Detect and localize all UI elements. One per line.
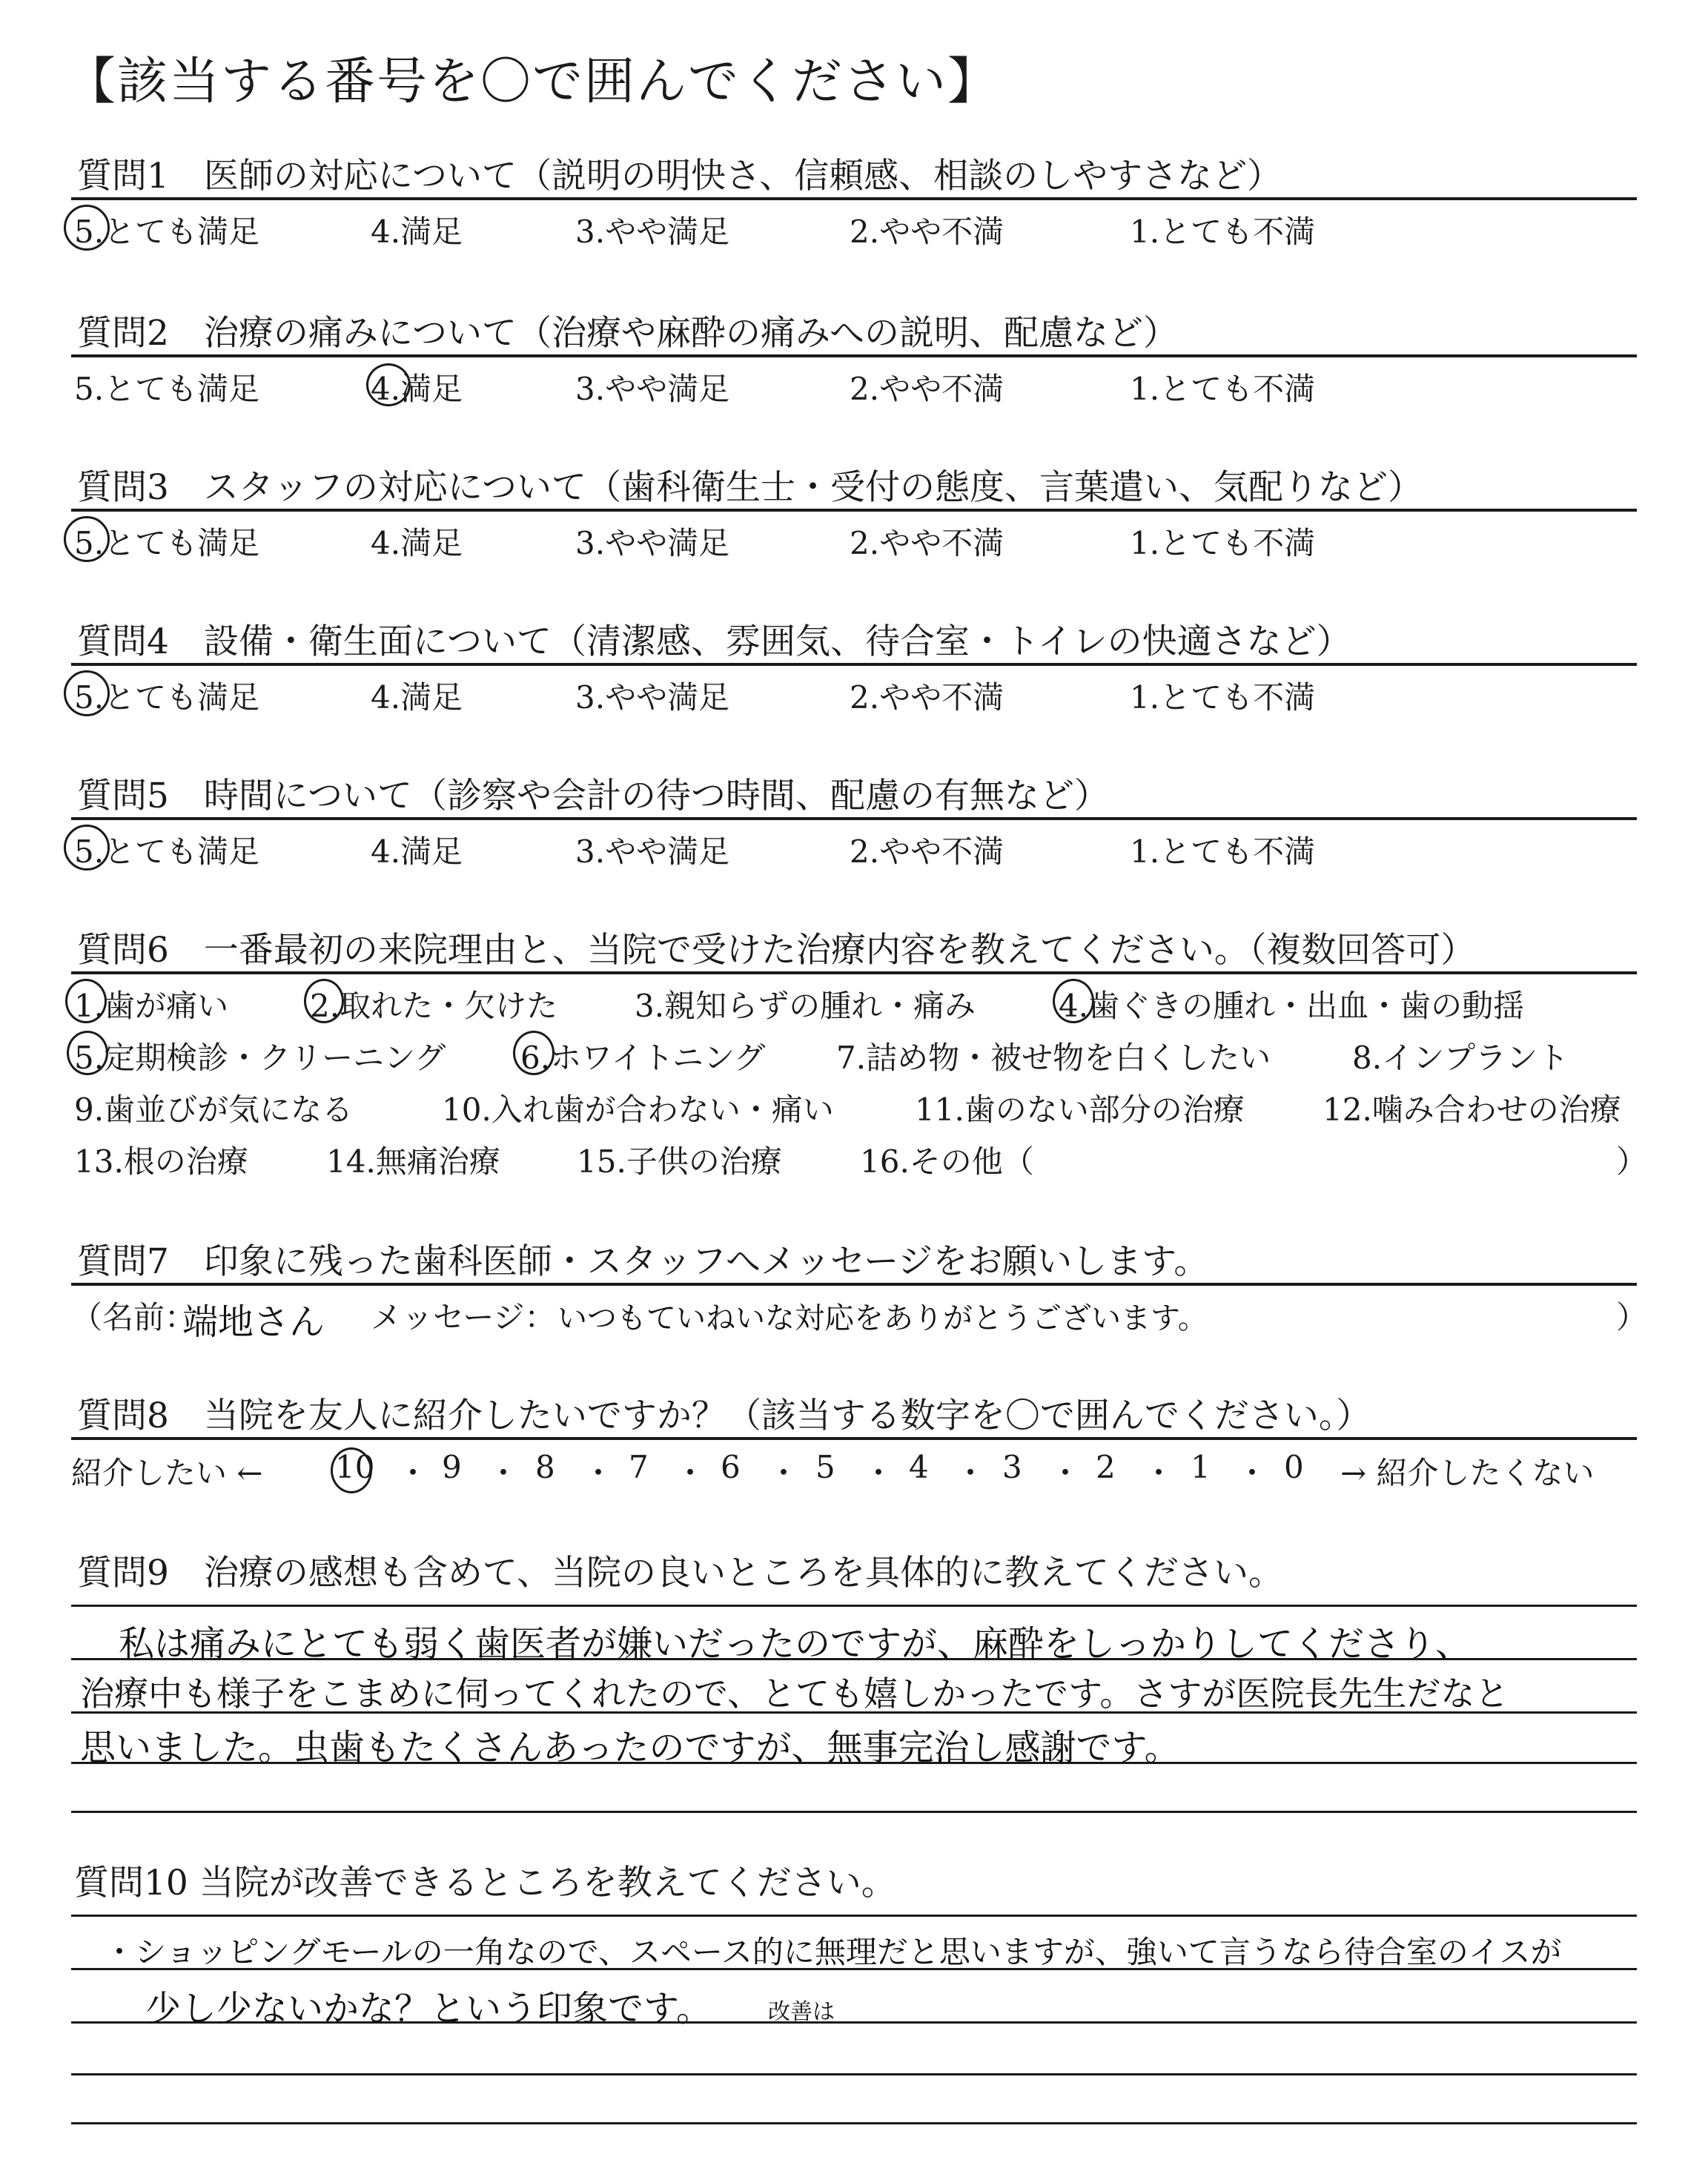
q6-selection-circle-4: [1053, 979, 1094, 1023]
q6-selection-circle-2: [304, 979, 344, 1023]
q5-selection-circle: [64, 825, 110, 871]
q7-rule: [71, 1283, 1637, 1286]
q6-option-12[interactable]: 12.噛み合わせの治療: [1323, 1091, 1621, 1128]
q8-scale-8[interactable]: 8: [535, 1449, 555, 1485]
q4-option-5[interactable]: 5.とても満足: [74, 679, 260, 716]
q8-rule: [71, 1437, 1637, 1440]
q8-scale-7[interactable]: 7: [629, 1449, 649, 1485]
q8-scale-2[interactable]: 2: [1096, 1449, 1116, 1485]
q8-scale-3[interactable]: 3: [1002, 1449, 1022, 1485]
q1-option-2[interactable]: 2.やや不満: [850, 214, 1004, 250]
q6-option-8[interactable]: 8.インプラント: [1352, 1040, 1569, 1076]
q1-option-4[interactable]: 4.満足: [371, 214, 463, 250]
q1-title: 質問1 医師の対応について（説明の明快さ、信頼感、相談のしやすさなど）: [77, 156, 1282, 196]
q7-name-value[interactable]: 端地さん: [182, 1301, 325, 1343]
q9-rule: [71, 1605, 1637, 1607]
q5-title: 質問5 時間について（診察や会計の待つ時間、配慮の有無など）: [77, 776, 1109, 816]
q5-option-5[interactable]: 5.とても満足: [74, 833, 260, 870]
q8-scale-0[interactable]: 0: [1284, 1449, 1304, 1485]
q10-rule: [71, 2073, 1637, 2075]
q8-scale-dot: ・: [488, 1455, 520, 1491]
q8-scale-10[interactable]: 10: [335, 1449, 375, 1485]
q6-option-16[interactable]: 16.その他（: [860, 1143, 1034, 1180]
q6-option-9[interactable]: 9.歯並びが気になる: [74, 1091, 354, 1128]
q6-option-13[interactable]: 13.根の治療: [74, 1143, 248, 1180]
q3-option-3[interactable]: 3.やや満足: [575, 525, 730, 561]
q6-option-1[interactable]: 1.歯が痛い: [74, 988, 229, 1024]
q8-scale-dot: ・: [768, 1455, 800, 1491]
q8-scale-9[interactable]: 9: [442, 1449, 462, 1485]
q7-close: ）: [1616, 1299, 1648, 1335]
q2-option-2[interactable]: 2.やや不満: [850, 371, 1004, 407]
q8-scale-1[interactable]: 1: [1191, 1449, 1211, 1485]
q5-option-1[interactable]: 1.とても不満: [1130, 833, 1316, 870]
q6-selection-circle-6: [513, 1031, 555, 1075]
q4-selection-circle: [64, 670, 110, 716]
q9-answer-line[interactable]: 治療中も様子をこまめに伺ってくれたので、とても嬉しかったです。さすが医院長先生だなと: [80, 1674, 1509, 1714]
q8-selection-circle: [331, 1447, 375, 1493]
q2-option-5[interactable]: 5.とても満足: [74, 371, 260, 407]
q7-name-label: （名前：: [71, 1299, 196, 1335]
q8-left-label: 紹介したい ←: [71, 1455, 263, 1491]
q4-option-1[interactable]: 1.とても不満: [1130, 679, 1316, 716]
q2-rule: [71, 354, 1637, 357]
q6-option-10[interactable]: 10.入れ歯が合わない・痛い: [442, 1091, 834, 1128]
q5-option-3[interactable]: 3.やや満足: [575, 833, 730, 870]
q3-title: 質問3 スタッフの対応について（歯科衛生士・受付の態度、言葉遣い、気配りなど）: [77, 467, 1423, 508]
q10-answer-line[interactable]: ・ショッピングモールの一角なので、スペース的に無理だと思いますが、強いて言うなら待合室のイスが: [104, 1934, 1562, 1970]
q2-title: 質問2 治療の痛みについて（治療や麻酔の痛みへの説明、配慮など）: [77, 313, 1179, 354]
q2-option-4[interactable]: 4.満足: [371, 371, 463, 407]
q2-option-1[interactable]: 1.とても不満: [1130, 371, 1316, 407]
q9-title: 質問9 治療の感想も含めて、当院の良いところを具体的に教えてください。: [77, 1553, 1283, 1593]
q9-answer-line[interactable]: 思いました。虫歯もたくさんあったのですが、無事完治し感謝です。: [80, 1727, 1180, 1768]
q8-scale-dot: ・: [1143, 1455, 1175, 1491]
q3-option-4[interactable]: 4.満足: [371, 525, 463, 561]
q6-rule: [71, 971, 1637, 974]
q4-title: 質問4 設備・衛生面について（清潔感、雰囲気、待合室・トイレの快適さなど）: [77, 621, 1351, 662]
q5-rule: [71, 817, 1637, 820]
q3-rule: [71, 509, 1637, 512]
q6-option-14[interactable]: 14.無痛治療: [326, 1143, 500, 1180]
q6-option-5[interactable]: 5.定期検診・クリーニング: [74, 1040, 446, 1076]
q10-rule: [71, 2122, 1637, 2124]
q3-option-5[interactable]: 5.とても満足: [74, 525, 260, 561]
q6-option-4[interactable]: 4.歯ぐきの腫れ・出血・歯の動揺: [1059, 988, 1525, 1024]
q5-option-2[interactable]: 2.やや不満: [850, 833, 1004, 870]
q1-rule: [71, 197, 1637, 200]
q3-option-2[interactable]: 2.やや不満: [850, 525, 1004, 561]
q1-option-1[interactable]: 1.とても不満: [1130, 214, 1316, 250]
q6-option-3[interactable]: 3.親知らずの腫れ・痛み: [635, 988, 976, 1024]
q8-scale-6[interactable]: 6: [721, 1449, 741, 1485]
q7-message-label: メッセージ：: [371, 1299, 556, 1335]
q6-option-11[interactable]: 11.歯のない部分の治療: [915, 1091, 1245, 1128]
q3-selection-circle: [64, 516, 110, 562]
q6-option-15[interactable]: 15.子供の治療: [577, 1143, 782, 1180]
q6-title: 質問6 一番最初の来院理由と、当院で受けた治療内容を教えてください。（複数回答可）: [77, 930, 1476, 971]
q7-message-value[interactable]: いつもていねいな対応をありがとうございます。: [557, 1301, 1208, 1335]
q8-scale-dot: ・: [675, 1455, 706, 1491]
q1-selection-circle: [64, 205, 110, 251]
q8-scale-dot: ・: [397, 1455, 429, 1491]
q4-option-3[interactable]: 3.やや満足: [575, 679, 730, 716]
page-header: 【該当する番号を〇で囲んでください】: [65, 53, 1000, 111]
q2-selection-circle: [366, 363, 411, 406]
q8-scale-dot: ・: [1050, 1455, 1082, 1491]
q4-rule: [71, 663, 1637, 666]
q10-answer-line[interactable]: 少し少ないかな？という印象です。: [145, 1988, 712, 2029]
q8-right-label: → 紹介したくない: [1340, 1455, 1595, 1491]
q6-selection-circle-1: [65, 979, 107, 1023]
q10-title: 質問10 当院が改善できるところを教えてください。: [74, 1863, 896, 1903]
q7-title: 質問7 印象に残った歯科医師・スタッフへメッセージをお願いします。: [77, 1241, 1209, 1282]
q10-insert-note[interactable]: 改善は: [768, 1999, 835, 2025]
q10-rule: [71, 1915, 1637, 1917]
q6-selection-circle-5: [67, 1031, 108, 1075]
q6-option-6[interactable]: 6.ホワイトニング: [520, 1040, 766, 1076]
q3-option-1[interactable]: 1.とても不満: [1130, 525, 1316, 561]
q4-option-4[interactable]: 4.満足: [371, 679, 463, 716]
q8-scale-dot: ・: [955, 1455, 987, 1491]
q6-option-7[interactable]: 7.詰め物・被せ物を白くしたい: [836, 1040, 1271, 1076]
q6-option-2[interactable]: 2.取れた・欠けた: [310, 988, 558, 1024]
q8-scale-4[interactable]: 4: [909, 1449, 929, 1485]
q9-rule: [71, 1811, 1637, 1813]
q8-scale-dot: ・: [583, 1455, 615, 1491]
q1-option-3[interactable]: 3.やや満足: [575, 214, 730, 250]
q8-scale-dot: ・: [1237, 1455, 1268, 1491]
q1-option-5[interactable]: 5.とても満足: [74, 214, 260, 250]
q5-option-4[interactable]: 4.満足: [371, 833, 463, 870]
q8-title: 質問8 当院を友人に紹介したいですか？（該当する数字を〇で囲んでください。）: [77, 1396, 1371, 1436]
q4-option-2[interactable]: 2.やや不満: [850, 679, 1004, 716]
q2-option-3[interactable]: 3.やや満足: [575, 371, 730, 407]
q6-other-close: ）: [1616, 1143, 1648, 1180]
q8-scale-5[interactable]: 5: [815, 1449, 835, 1485]
q9-answer-line[interactable]: 私は痛みにとても弱く歯医者が嫌いだったのですが、麻酔をしっかりしてくださり、: [119, 1623, 1472, 1665]
q8-scale-dot: ・: [863, 1455, 895, 1491]
